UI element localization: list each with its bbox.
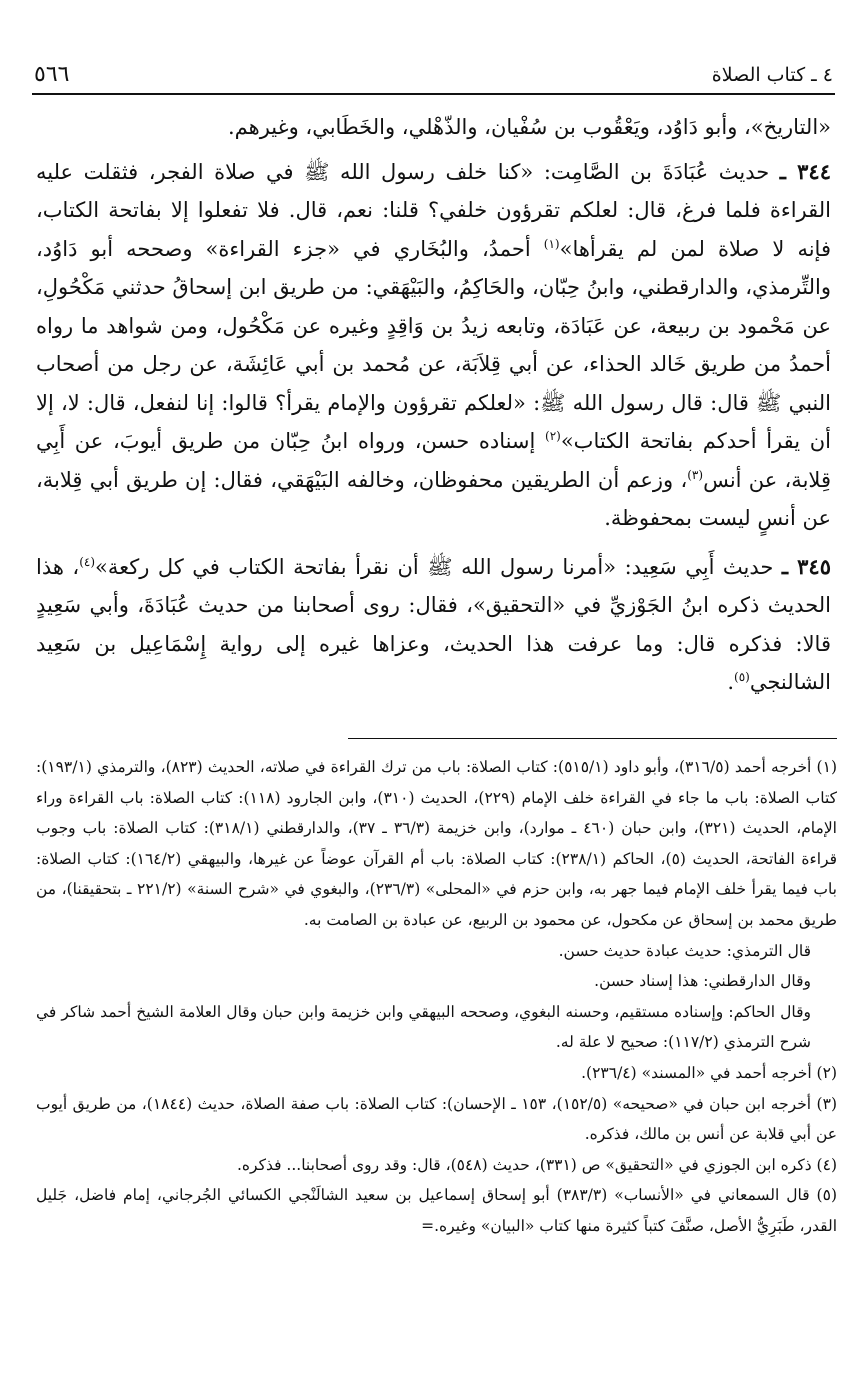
intro-paragraph: «التاريخ»، وأبو دَاوُد، ويَعْقُوب بن سُفْيان، والذّهْلي، والخَطَابي، وغيرهم. [227, 115, 831, 139]
page-header [34, 62, 833, 92]
footnote-2: (٢) أخرجه أحمد في «المسند» (٢٣٦/٤). [581, 1063, 837, 1082]
footnote-ref: (٤) [79, 554, 96, 569]
footnote-ref: (٥) [734, 670, 750, 684]
hadith-345 [36, 548, 831, 702]
footnote-5: (٥) قال السمعاني في «الأنساب» (٣٨٣/٣) أبو إسحاق إسماعيل بن سعيد الشالَنْجي الكسائي الجُرجاني، إمام فاضل، جَليل القدر، طَبَرِيُّ الأصل، صنَّفَ كتباً كثيرة منها كتاب «البيان» وغيره.= [36, 1186, 837, 1235]
footnote-rule [348, 738, 837, 739]
hadith-text: . [727, 670, 734, 694]
footnote-1: (١) أخرجه أحمد (٣١٦/٥)، وأبو داود (٥١٥/١): كتاب الصلاة: باب من ترك القراءة في صلاته، الحديث (٨٢٣)، والترمذي (١٩٣/١): كتاب الصلاة: باب ما جاء في القراءة خلف الإمام (٢٢٩)، الحديث (٣١٠)، وابن الجارود (١١٨): كتاب الصلاة: باب القراءة وراء الإمام، الحديث (٣٢١)، وابن حبان (٤٦٠ ـ موارد)، وابن خزيمة (٣٦/٣ ـ ٣٧)، والدارقطني (٣١٨/١): كتاب الصلاة: باب وجوب قراءة الفاتحة، الحديث (٥)، الحاكم (٢٣٨/١): كتاب الصلاة: باب أم القرآن عوضاً عن غيرها، والبيهقي (١٦٤/٢): كتاب الصلاة: باب فيما يقرأ خلف الإمام فيما جهر به، وابن حزم في «المحلى» (٢٣٦/٣)، والبغوي في «شرح السنة» (٢٢١/٢ ـ بتحقيقنا)، من طريق محمد بن إسحاق عن مكحول، عن محمود بن الربيع، عن عبادة بن الصامت به. [36, 758, 838, 929]
footnote-ref: (١) [543, 236, 560, 251]
page-number: ٥٦٦ [34, 62, 70, 87]
header-rule [32, 93, 835, 95]
hadith-text: حديث أَبِي سَعِيد: «أمرنا رسول الله ﷺ أن نقرأ بفاتحة الكتاب في كل ركعة» [95, 554, 774, 579]
footnote-1-tirmidhi: قال الترمذي: حديث عبادة حديث حسن. [558, 941, 811, 960]
hadith-text: ، وزعم أن الطريقين محفوظان، وخالفه البَيْهَقي، فقال: إن طريق أبي قِلابة، عن أنسٍ ليست بمحفوظة. [36, 467, 831, 530]
footnotes [36, 752, 837, 1242]
hadith-text: أحمدُ، والبُخَاري في «جزء القراءة» وصححه أبو دَاوُد، والتِّرمذي، والدارقطني، وابنُ حِبّان، والحَاكِمُ، والبَيْهَقي: من طريق ابن إسحاقُ حدثني مَكْحُولِ، عن مَحْمود بن ربيعة، عن عَبَادَة، وتابعه زيدُ بن وَاقِدٍ وغيره عن مَكْحُول، ومن شواهد ما رواه أحمدُ من طريق خَالد الحذاء، عن أبي قِلاَبَة، عن مُحمد بن أبي عَائِشَة، عن رجل من أصحاب النبي ﷺ قال: قال رسول الله ﷺ: «لعلكم تقرؤون والإمام يقرأ؟ قالوا: إنا لنفعل، قال: لا، إلا أن يقرأ أحدكم بفاتحة الكتاب» [36, 236, 831, 453]
footnote-4: (٤) ذكره ابن الجوزي في «التحقيق» ص (٣٣١)، حديث (٥٤٨)، قال: وقد روى أصحابنا... فذكره. [236, 1155, 837, 1174]
hadith-text: حديث عُبَادَةَ بن الصَّامِت: «كنا خلف رسول الله ﷺ في صلاة الفجر، فثقلت عليه القراءة فلما فرغ، قال: لعلكم تقرؤون خلفي؟ قلنا: نعم، قال. فلا تفعلوا إلا بفاتحة الكتاب، فإنه لا صلاة لمن لم يقرأها» [36, 159, 831, 261]
hadith-number: ٣٤٤ ـ [779, 158, 831, 184]
footnote-ref: (٣) [687, 467, 704, 482]
footnote-ref: (٢) [545, 429, 561, 443]
running-title: ٤ ـ كتاب الصلاة [711, 64, 833, 86]
footnote-3: (٣) أخرجه ابن حبان في «صحيحه» (١٥٢/٥)، ١٥٣ ـ الإحسان): كتاب الصلاة: باب صفة الصلاة، حديث (١٨٤٤)، من طريق أيوب عن أبي قلابة عن أنس بن مالك، فذكره. [36, 1094, 837, 1144]
hadith-text: إسناده حسن، ورواه ابنُ حِبّان من طريق أيوبَ، عن أَبِي قِلابة، عن أنس [36, 429, 831, 492]
hadith-number: ٣٤٥ ـ [781, 553, 831, 579]
main-text [36, 108, 831, 712]
footnote-1-hakim: وقال الحاكم: وإسناده مستقيم، وحسنه البغوي، وصححه البيهقي وابن خزيمة وابن حبان وقال العلامة الشيخ أحمد شاكر في شرح الترمذي (١١٧/٢): صحيح لا علة له. [36, 1002, 811, 1052]
hadith-text: ، هذا الحديث ذكره ابنُ الجَوْزيِّ في «التحقيق»، فقال: روى أصحابنا من حديث عُبَادَةَ، وأبي سَعِيدٍ قالا: فذكره قال: وما عرفت هذا الحديث، وعزاها غيره إلى رواية إِسْمَاعِيل بن سَعِيد الشالنجي [36, 554, 831, 694]
hadith-344 [36, 153, 831, 538]
footnote-1-daraqutni: وقال الدارقطني: هذا إسناد حسن. [594, 972, 811, 991]
